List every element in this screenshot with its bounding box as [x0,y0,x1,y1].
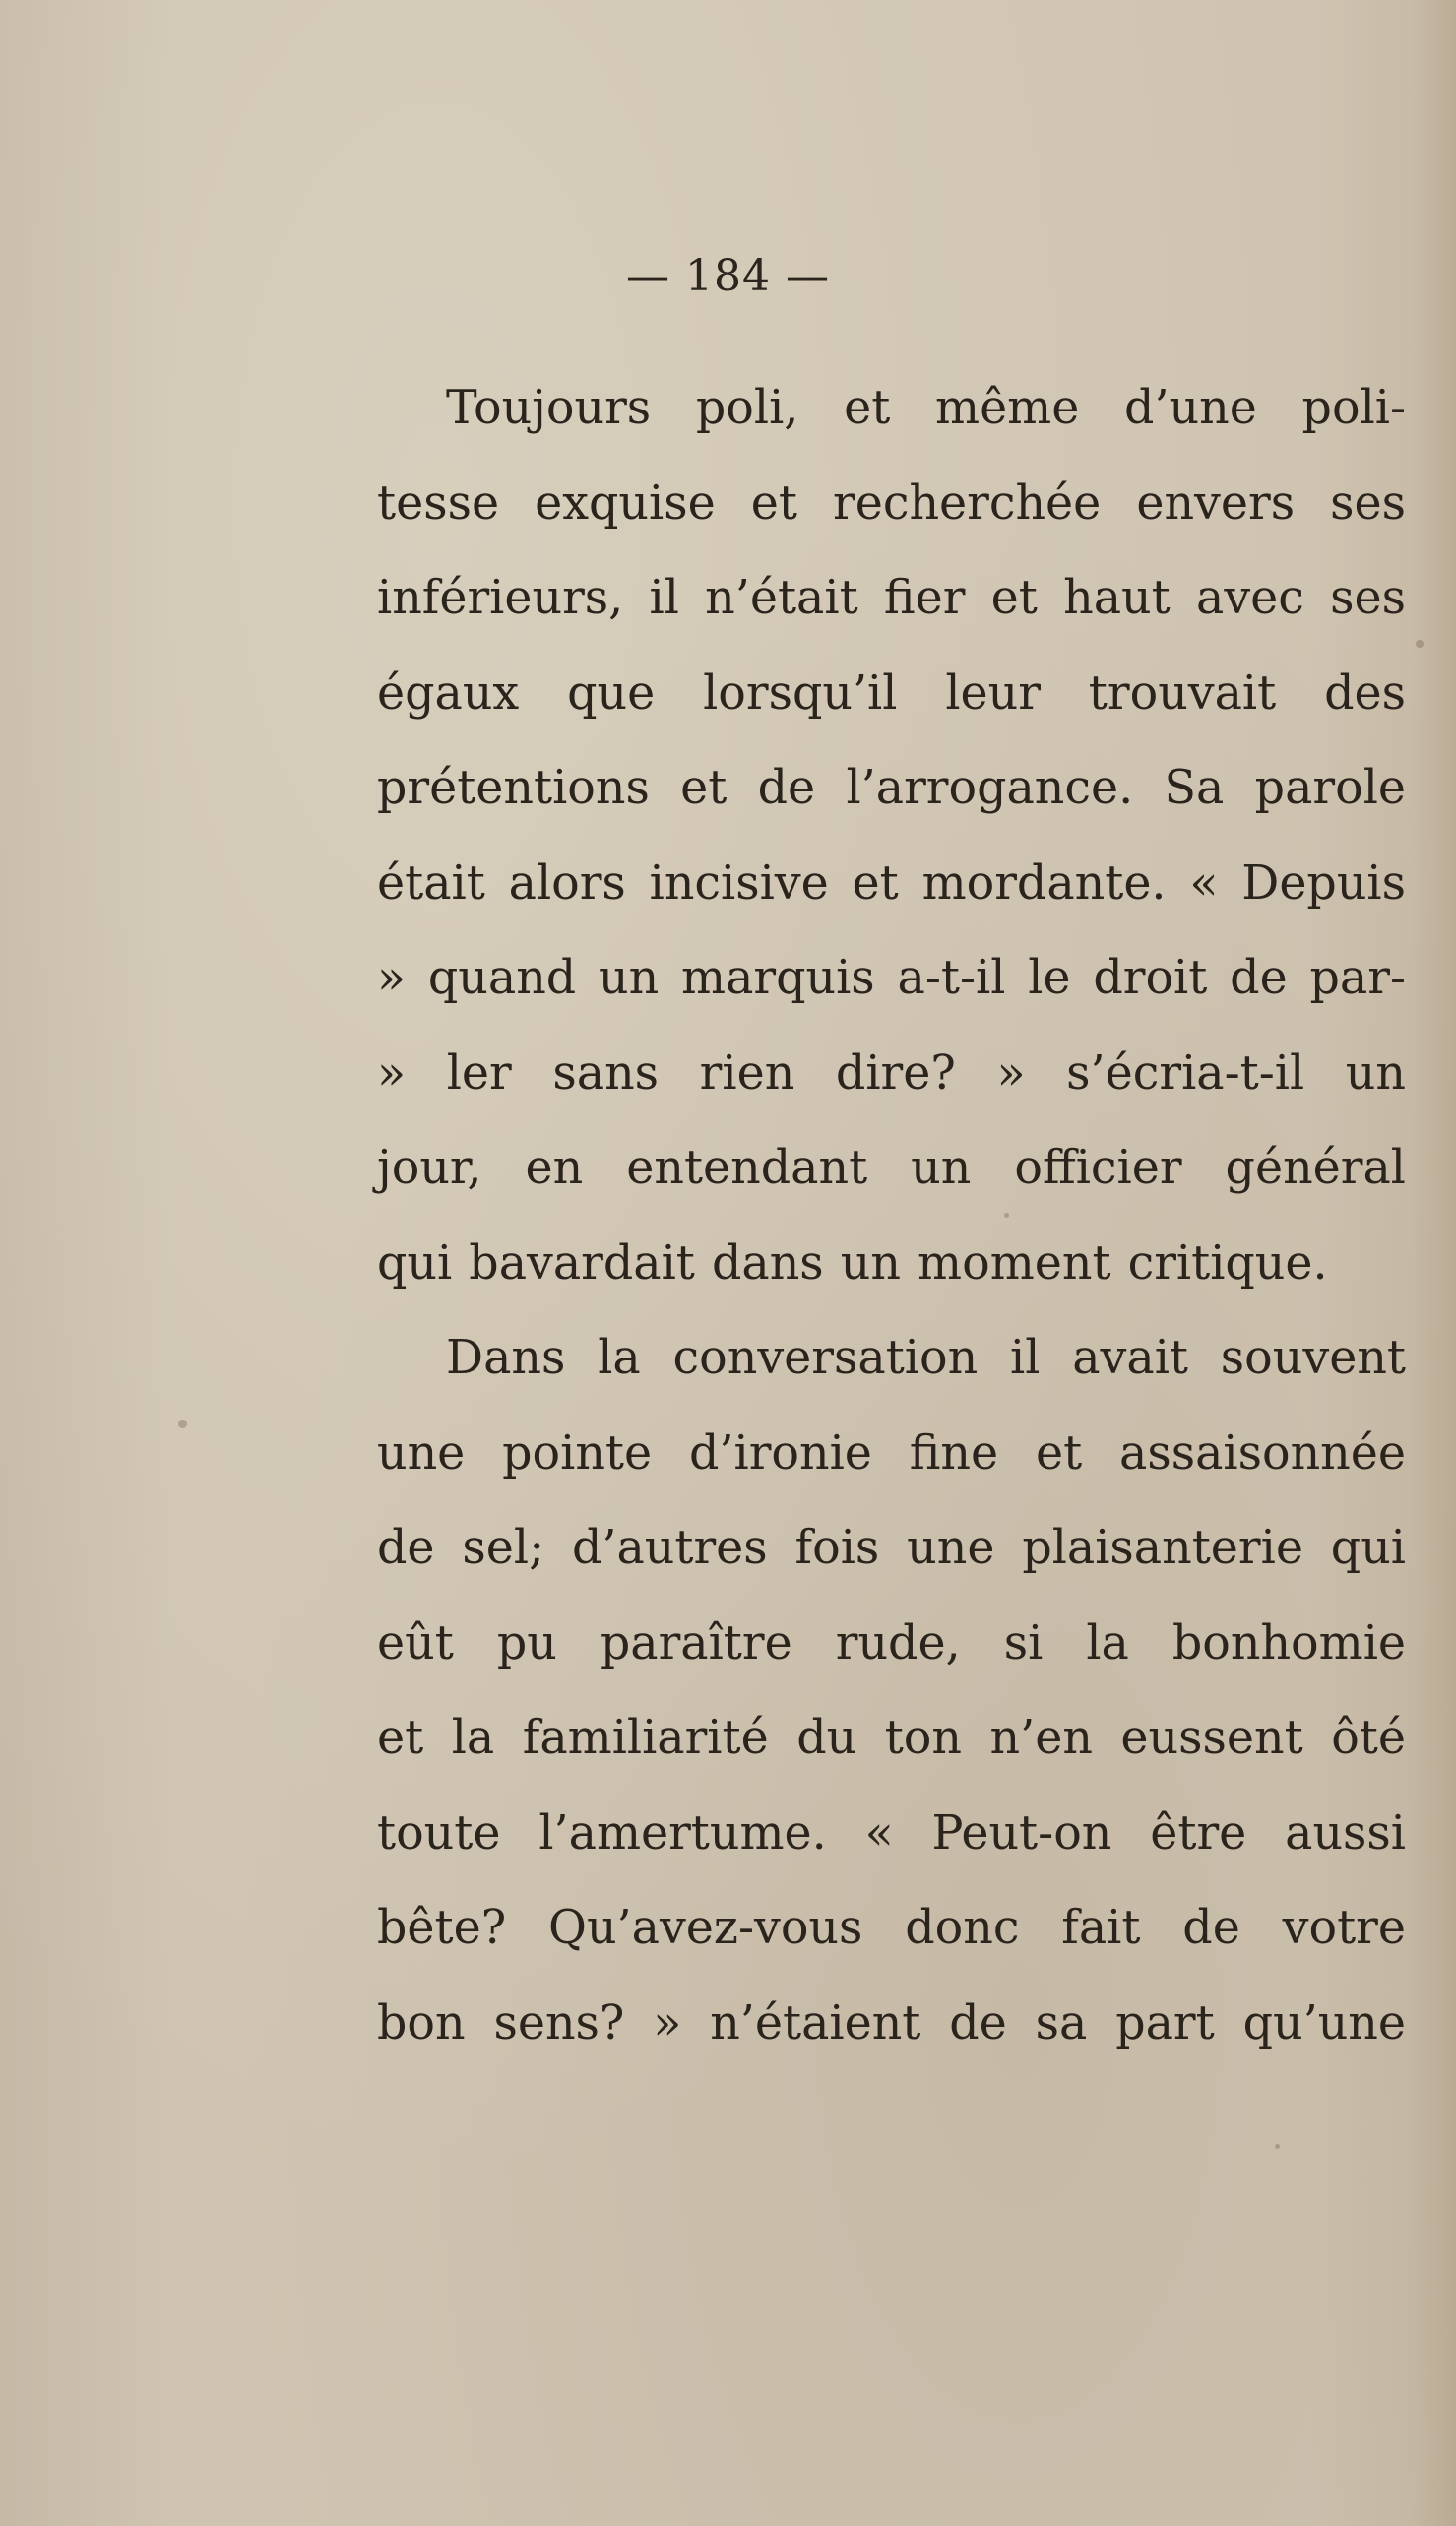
text-line: Dans la conversation il avait souvent [446,1331,1406,1385]
text-line: prétentions et de l’arrogance. Sa parole [377,761,1406,815]
text-line: tesse exquise et recherchée envers ses [377,475,1406,531]
paragraph [377,361,1406,1311]
page-number: — 184 — [626,251,830,301]
text-line: Toujours poli, et même d’une poli- [446,381,1406,435]
text-line: jour, en entendant un officier général [377,1141,1406,1195]
paragraph [377,1311,1406,2071]
text-line: de sel; d’autres fois une plaisanterie qui [377,1521,1406,1575]
text-line: qui bavardait dans un moment critique. [377,1235,1328,1291]
text-line: bête? Qu’avez-vous donc fait de votre [377,1901,1406,1955]
text-line: une pointe d’ironie fine et assaisonnée [377,1425,1406,1481]
text-line: » ler sans rien dire? » s’écria-t-il un [377,1045,1406,1101]
page-edge-shading [1412,0,1456,2526]
text-line: était alors incisive et mordante. « Depuis [377,855,1406,911]
body-text [377,361,1406,2071]
text-line: et la familiarité du ton n’en eussent ôté [377,1711,1406,1765]
text-line: » quand un marquis a-t-il le droit de par- [377,951,1406,1005]
text-line: égaux que lorsqu’il leur trouvait des [377,665,1406,721]
paper-spot [178,1420,187,1428]
paper-spot [1416,640,1424,648]
text-line: inférieurs, il n’était fier et haut avec ses [377,571,1406,625]
paper-spot [1275,2144,1280,2149]
text-line: toute l’amertume. « Peut-on être aussi [377,1805,1406,1861]
text-line: bon sens? » n’étaient de sa part qu’une [377,1995,1406,2051]
text-line: eût pu paraître rude, si la bonhomie [377,1615,1406,1671]
